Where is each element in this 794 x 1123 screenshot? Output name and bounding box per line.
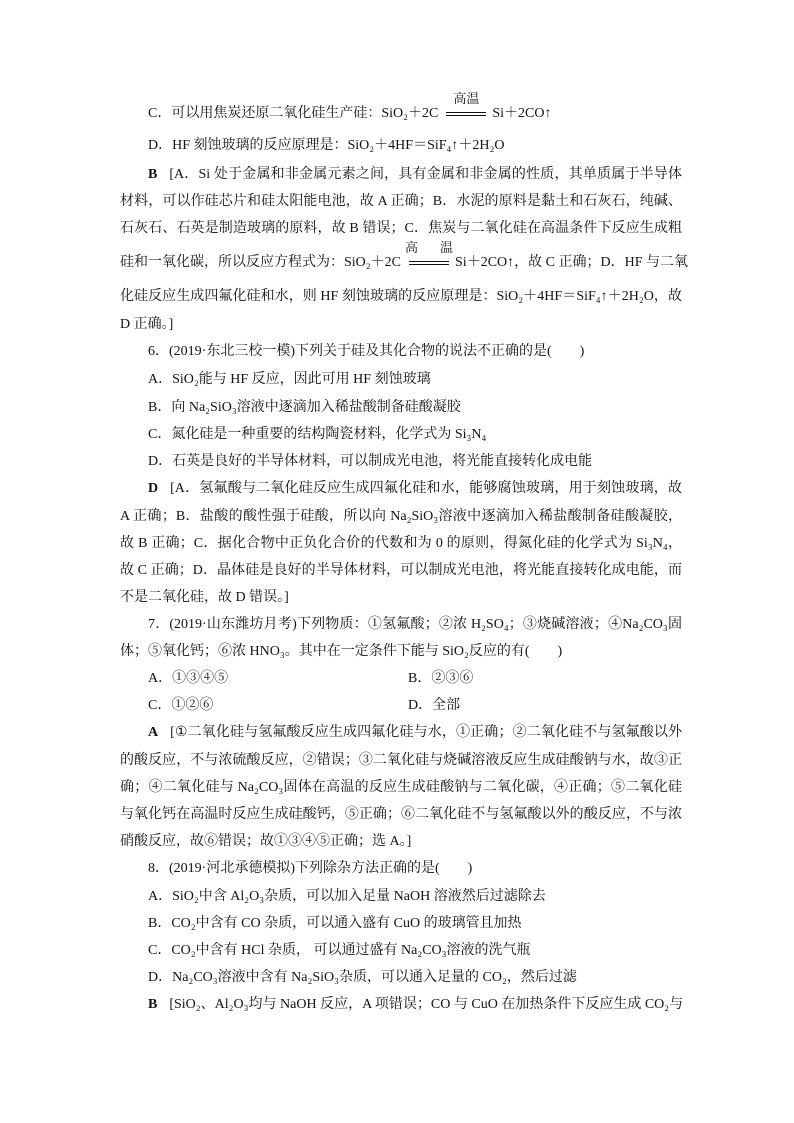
equals-sign [446,112,486,116]
q8-option-b: B．CO₂中含有 CO 杂质，可以通入盛有 CuO 的玻璃管且加热 [148,916,522,931]
option-text: C．可以用焦炭还原二氧化硅生产硅：SiO₂＋2C [148,106,439,121]
q5-explanation-line: 材料，可以作硅芯片和硅太阳能电池，故 A 正确；B．水泥的原料是黏土和石灰石，纯碱、 [120,194,682,209]
q5-explanation-line: D 正确。] [120,317,174,332]
q8-stem: 8．(2019·河北承德模拟)下列除杂方法正确的是( ) [148,861,473,876]
reaction-condition [446,91,486,124]
q5-explanation-line [120,240,688,273]
q5-explanation-line: 石灰石、石英是制造玻璃的原料，故 B 错误；C．焦炭与二氧化硅在高温条件下反应生成粗 [120,221,682,236]
q6-option-c: C．氮化硅是一种重要的结构陶瓷材料，化学式为 Si₃N₄ [148,427,487,442]
q7-explanation-line: 硝酸反应，故⑥错误；故①③④⑤正确；选 A。] [120,834,412,849]
q7-stem-line: 体；⑤氧化钙；⑥浓 HNO₃。其中在一定条件下能与 SiO₂反应的有( ) [120,644,563,659]
explanation-text: 硅和一氧化碳，所以反应方程式为：SiO₂＋2C [120,255,402,270]
q5-option-d: D．HF 刻蚀玻璃的反应原理是：SiO₂＋4HF＝SiF₄↑＋2H₂O [148,138,505,153]
q7-answer-key: A [148,725,159,740]
q5-answer-key: B [148,167,158,182]
q8-answer-key: B [148,997,158,1012]
q7-option-a: A．①③④⑤ [148,671,229,686]
q7-option-d: D．全部 [408,698,461,713]
q5-explanation-line: 化硅反应生成四氟化硅和水，则 HF 刻蚀玻璃的反应原理是：SiO₂＋4HF＝SiF₄↑＋2H₂O，故 [120,289,682,304]
option-text: Si＋2CO↑ [492,106,552,121]
explanation-text: [①二氧化硅与氢氟酸反应生成四氟化硅与水，①正确；②二氧化硅不与氢氟酸以外 [170,725,682,740]
q6-answer-key: D [148,481,159,496]
reaction-condition [405,240,454,273]
q6-option-b: B．向 Na₂SiO₃溶液中逐滴加入稀盐酸制备硅酸凝胶 [148,400,461,415]
q7-explanation-line [148,723,682,743]
q5-option-c [148,91,552,124]
q8-option-c: C．CO₂中含有 HCl 杂质， 可以通过盛有 Na₂CO₃溶液的洗气瓶 [148,943,531,958]
q6-option-a: A．SiO₂能与 HF 反应，因此可用 HF 刻蚀玻璃 [148,372,431,387]
q6-explanation-line [148,479,682,499]
explanation-text: [A．Si 处于金属和非金属元素之间，具有金属和非金属的性质，其单质属于半导体 [169,167,682,182]
q6-explanation-line: 不是二氧化硅，故 D 错误。] [120,590,289,605]
q7-explanation-line: 的酸反应，不与浓硫酸反应，②错误；③二氧化硅与烧碱溶液反应生成硅酸钠与水，故③正 [120,753,682,768]
equals-sign [409,261,449,265]
explanation-text: Si＋2CO↑，故 C 正确；D．HF 与二氧 [455,255,688,270]
q6-stem: 6．(2019·东北三校一模)下列关于硅及其化合物的说法不正确的是( ) [148,344,585,359]
q5-explanation-line [148,165,682,185]
q8-explanation-line [148,995,682,1015]
q7-stem-line: 7．(2019·山东潍坊月考)下列物质：①氢氟酸；②浓 H₂SO₄；③烧碱溶液；④Na₂CO₃固 [148,617,682,632]
condition-label: 高温 [453,91,480,106]
q7-explanation-line: 与氧化钙在高温时反应生成硅酸钙，⑤正确；⑥二氧化硅不与氢氟酸以外的酸反应，不与浓 [120,807,682,822]
condition-label: 高温 [405,240,454,255]
q7-option-b: B．②③⑥ [408,671,474,686]
q6-option-d: D．石英是良好的半导体材料，可以制成光电池，将光能直接转化成电能 [148,454,593,469]
explanation-text: [A．氢氟酸与二氧化硅反应生成四氟化硅和水，能够腐蚀玻璃，用于刻蚀玻璃，故 [170,481,682,496]
q6-explanation-line: A 正确；B．盐酸的酸性强于硅酸，所以向 Na₂SiO₃溶液中逐滴加入稀盐酸制备硅酸凝胶， [120,509,682,524]
q7-option-c: C．①②⑥ [148,698,214,713]
q6-explanation-line: 故 B 正确；C．据化合物中正负化合价的代数和为 0 的原则，得氮化硅的化学式为 Si₃N₄， [120,536,682,551]
q6-explanation-line: 故 C 正确；D．晶体硅是良好的半导体材料，可以制成光电池，将光能直接转化成电能，而 [120,563,682,578]
q8-option-a: A．SiO₂中含 Al₂O₃杂质，可以加入足量 NaOH 溶液然后过滤除去 [148,889,546,904]
q7-explanation-line: 确；④二氧化硅与 Na₂CO₃固体在高温的反应生成硅酸钠与二氧化碳，④正确；⑤二氧化硅 [120,780,682,795]
q8-option-d: D．Na₂CO₃溶液中含有 Na₂SiO₃杂质，可以通入足量的 CO₂，然后过滤 [148,970,577,985]
explanation-text: [SiO₂、Al₂O₃均与 NaOH 反应，A 项错误；CO 与 CuO 在加热条件下反应生成 CO₂与 [169,997,684,1012]
